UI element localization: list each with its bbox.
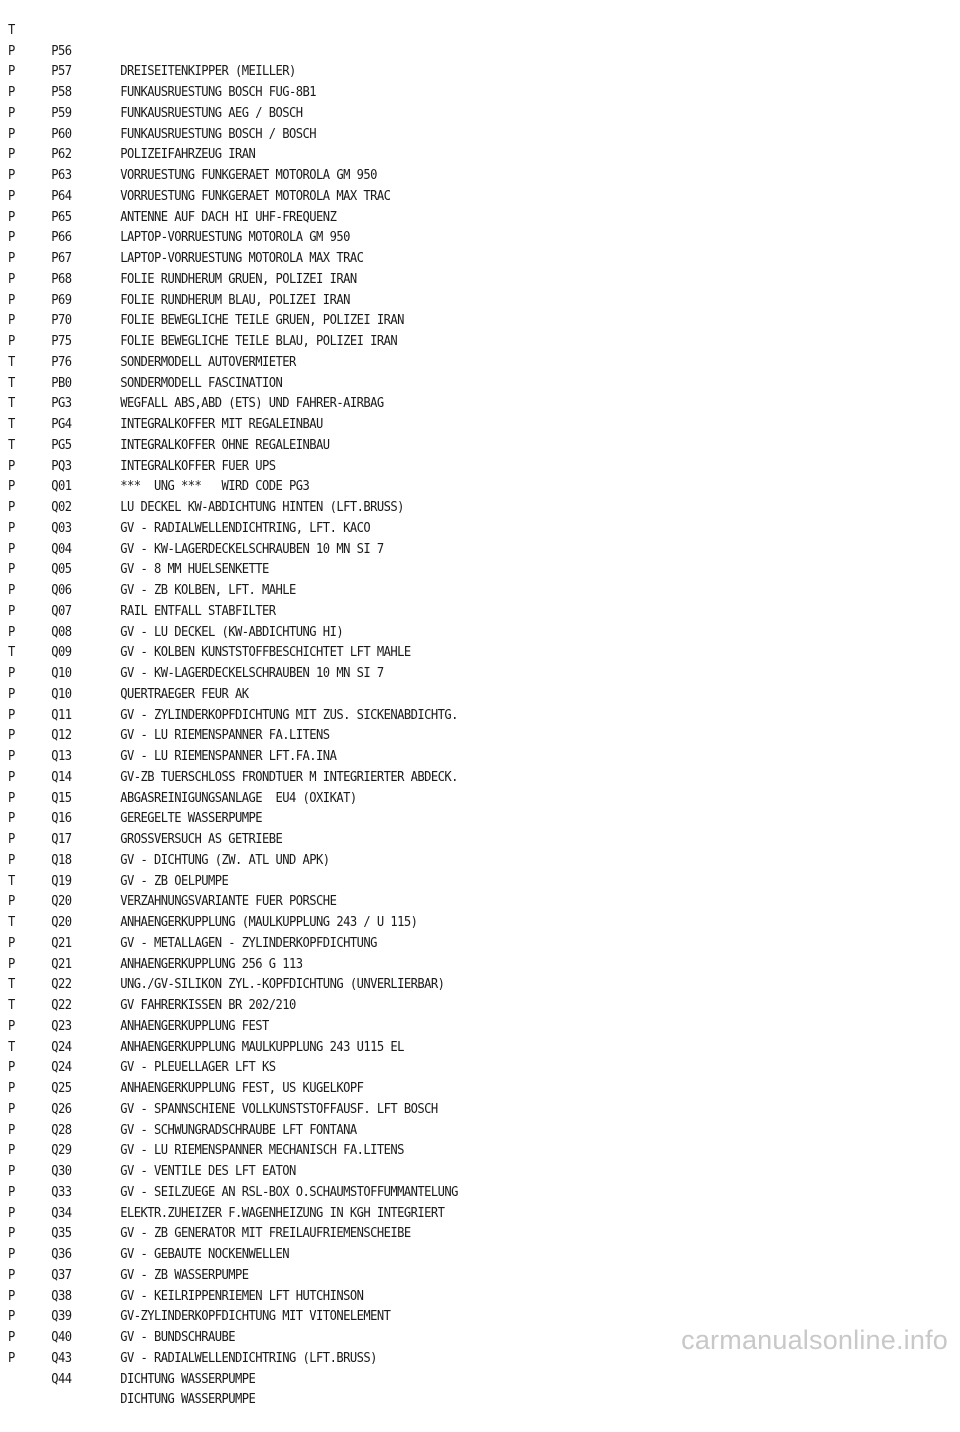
- row-type: P: [8, 624, 15, 640]
- row-description: WEGFALL ABS,ABD (ETS) UND FAHRER-AIRBAG: [120, 396, 384, 412]
- row-type: P: [8, 85, 15, 100]
- row-description: GROSSVERSUCH AS GETRIEBE: [120, 832, 283, 847]
- row-type: P: [8, 334, 15, 349]
- row-type: P: [8, 126, 15, 142]
- row-code: Q25: [51, 1081, 72, 1096]
- row-description: ABGASREINIGUNGSANLAGE EU4 (OXIKAT): [120, 790, 357, 806]
- row-type: P: [8, 707, 15, 723]
- row-type: P: [8, 666, 15, 681]
- row-code: Q34: [51, 1205, 72, 1221]
- row-type: T: [8, 437, 15, 453]
- row-code: Q38: [51, 1288, 72, 1304]
- row-description: ANHAENGERKUPPLUNG FEST, US KUGELKOPF: [120, 1081, 364, 1096]
- row-type: P: [8, 1350, 15, 1366]
- row-type: P: [8, 209, 15, 225]
- row-code: Q21: [51, 956, 72, 972]
- row-code: Q05: [51, 562, 72, 578]
- row-code: Q20: [51, 894, 72, 910]
- row-type: P: [8, 1101, 15, 1117]
- row-code: Q19: [51, 873, 72, 889]
- row-type: P: [8, 1081, 15, 1096]
- row-code: Q06: [51, 583, 72, 598]
- row-type: P: [8, 43, 15, 59]
- row-type: P: [8, 230, 15, 246]
- row-code: P57: [51, 64, 72, 80]
- row-code: Q33: [51, 1184, 72, 1200]
- row-type: P: [8, 1309, 15, 1325]
- row-description: UNG./GV-SILIKON ZYL.-KOPFDICHTUNG (UNVERLIERBAR): [120, 977, 445, 993]
- row-type: P: [8, 603, 15, 619]
- row-type: T: [8, 417, 15, 432]
- row-type: P: [8, 1164, 15, 1179]
- row-description: GV - VENTILE DES LFT EATON: [120, 1164, 296, 1179]
- row-description: GV - ZB KOLBEN, LFT. MAHLE: [120, 583, 296, 598]
- row-type: P: [8, 1184, 15, 1200]
- row-description: FOLIE RUNDHERUM BLAU, POLIZEI IRAN: [120, 292, 350, 308]
- row-type: P: [8, 292, 15, 308]
- row-description: SONDERMODELL AUTOVERMIETER: [120, 354, 296, 370]
- row-type: P: [8, 1247, 15, 1262]
- row-type: P: [8, 790, 15, 806]
- row-code: Q28: [51, 1122, 72, 1138]
- row-code: P62: [51, 147, 72, 163]
- row-description: VORRUESTUNG FUNKGERAET MOTOROLA MAX TRAC: [120, 188, 391, 204]
- row-code: P65: [51, 209, 72, 225]
- row-description: FUNKAUSRUESTUNG BOSCH / BOSCH: [120, 126, 317, 142]
- row-code: Q18: [51, 852, 72, 868]
- row-description: GV - RADIALWELLENDICHTRING, LFT. KACO: [120, 520, 371, 536]
- row-type: P: [8, 935, 15, 951]
- row-description: INTEGRALKOFFER OHNE REGALEINBAU: [120, 437, 330, 453]
- row-type: P: [8, 769, 15, 785]
- row-type: P: [8, 1143, 15, 1159]
- row-description: LAPTOP-VORRUESTUNG MOTOROLA GM 950: [120, 230, 350, 246]
- row-code: Q07: [51, 603, 72, 619]
- row-code: Q37: [51, 1267, 72, 1283]
- row-code: P69: [51, 292, 72, 308]
- row-description: GV - ZB WASSERPUMPE: [120, 1267, 249, 1283]
- row-description: VERZAHNUNGSVARIANTE FUER PORSCHE: [120, 894, 337, 910]
- row-description: GV - ZB OELPUMPE: [120, 873, 229, 889]
- row-code: Q08: [51, 624, 72, 640]
- row-type: P: [8, 852, 15, 868]
- row-description: FOLIE BEWEGLICHE TEILE GRUEN, POLIZEI IRAN: [120, 313, 404, 329]
- row-type: P: [8, 251, 15, 266]
- row-type: P: [8, 520, 15, 536]
- row-description: GV - METALLAGEN - ZYLINDERKOPFDICHTUNG: [120, 935, 377, 951]
- row-description: ELEKTR.ZUHEIZER F.WAGENHEIZUNG IN KGH INTEGRIERT: [120, 1205, 445, 1221]
- row-description: GV - KW-LAGERDECKELSCHRAUBEN 10 MN SI 7: [120, 541, 384, 557]
- row-code: P60: [51, 126, 72, 142]
- row-code: Q02: [51, 500, 72, 515]
- row-description: RAIL ENTFALL STABFILTER: [120, 603, 276, 619]
- row-type: T: [8, 22, 15, 38]
- row-type: P: [8, 811, 15, 827]
- row-code: Q04: [51, 541, 72, 557]
- row-code: Q16: [51, 811, 72, 827]
- row-description: INTEGRALKOFFER FUER UPS: [120, 458, 276, 474]
- row-description: GV - KEILRIPPENRIEMEN LFT HUTCHINSON: [120, 1288, 364, 1304]
- row-description: FUNKAUSRUESTUNG AEG / BOSCH: [120, 105, 303, 121]
- row-type: P: [8, 313, 15, 329]
- row-type: T: [8, 396, 15, 412]
- row-type: T: [8, 977, 15, 993]
- row-description: GV - LU RIEMENSPANNER LFT.FA.INA: [120, 749, 337, 764]
- row-code: PB0: [51, 375, 72, 391]
- row-description: GV - PLEUELLAGER LFT KS: [120, 1060, 276, 1076]
- row-type: T: [8, 873, 15, 889]
- row-type: P: [8, 1267, 15, 1283]
- row-code: P70: [51, 313, 72, 329]
- row-description: GV - RADIALWELLENDICHTRING (LFT.BRUSS): [120, 1350, 377, 1366]
- row-code: P75: [51, 334, 72, 349]
- row-code: Q39: [51, 1309, 72, 1325]
- row-code: Q03: [51, 520, 72, 536]
- row-description: GV FAHRERKISSEN BR 202/210: [120, 998, 296, 1013]
- row-type: T: [8, 354, 15, 370]
- row-code: P56: [51, 43, 72, 59]
- row-code: Q43: [51, 1350, 72, 1366]
- row-description: GV-ZB TUERSCHLOSS FRONDTUER M INTEGRIERTER ABDECK.: [120, 769, 458, 785]
- row-code: P63: [51, 168, 72, 183]
- row-description: QUERTRAEGER FEUR AK: [120, 686, 249, 702]
- row-type: P: [8, 168, 15, 183]
- row-code: Q09: [51, 645, 72, 661]
- row-description: GV - 8 MM HUELSENKETTE: [120, 562, 269, 578]
- row-type: T: [8, 1039, 15, 1055]
- row-description: DICHTUNG WASSERPUMPE: [120, 1392, 256, 1408]
- row-code: Q26: [51, 1101, 72, 1117]
- row-type: P: [8, 147, 15, 163]
- watermark-text: carmanualsonline.info: [681, 1325, 948, 1355]
- row-type: P: [8, 105, 15, 121]
- row-code: Q01: [51, 479, 72, 495]
- row-description: ANTENNE AUF DACH HI UHF-FREQUENZ: [120, 209, 337, 225]
- row-type: P: [8, 1205, 15, 1221]
- row-description: ANHAENGERKUPPLUNG FEST: [120, 1018, 269, 1034]
- row-description: VORRUESTUNG FUNKGERAET MOTOROLA GM 950: [120, 168, 377, 183]
- row-type: P: [8, 1018, 15, 1034]
- row-code: Q35: [51, 1226, 72, 1242]
- row-code: P67: [51, 251, 72, 266]
- row-description: *** UNG *** WIRD CODE PG3: [120, 479, 310, 495]
- row-type: P: [8, 728, 15, 744]
- row-code: P59: [51, 105, 72, 121]
- row-type: P: [8, 562, 15, 578]
- row-description: GV - SPANNSCHIENE VOLLKUNSTSTOFFAUSF. LFT BOSCH: [120, 1101, 438, 1117]
- row-description: FUNKAUSRUESTUNG BOSCH FUG-8B1: [120, 85, 317, 100]
- row-description: FOLIE BEWEGLICHE TEILE BLAU, POLIZEI IRAN: [120, 334, 398, 349]
- row-description: GV - LU RIEMENSPANNER MECHANISCH FA.LITENS: [120, 1143, 404, 1159]
- row-description: GV - ZYLINDERKOPFDICHTUNG MIT ZUS. SICKENABDICHTG.: [120, 707, 458, 723]
- row-code: Q11: [51, 707, 72, 723]
- row-code: PG3: [51, 396, 72, 412]
- row-code: P68: [51, 271, 72, 287]
- row-type: T: [8, 645, 15, 661]
- row-description: POLIZEIFAHRZEUG IRAN: [120, 147, 256, 163]
- row-type: P: [8, 894, 15, 910]
- row-description: GEREGELTE WASSERPUMPE: [120, 811, 263, 827]
- row-description: GV - LU RIEMENSPANNER FA.LITENS: [120, 728, 330, 744]
- row-description: GV-ZYLINDERKOPFDICHTUNG MIT VITONELEMENT: [120, 1309, 391, 1325]
- row-code: Q36: [51, 1247, 72, 1262]
- row-type: P: [8, 458, 15, 474]
- row-description: GV - KOLBEN KUNSTSTOFFBESCHICHTET LFT MAHLE: [120, 645, 411, 661]
- row-description: DICHTUNG WASSERPUMPE: [120, 1371, 256, 1387]
- row-type: P: [8, 479, 15, 495]
- row-code: Q29: [51, 1143, 72, 1159]
- row-type: P: [8, 1060, 15, 1076]
- row-type: P: [8, 1226, 15, 1242]
- row-description: GV - LU DECKEL (KW-ABDICHTUNG HI): [120, 624, 344, 640]
- row-type: P: [8, 1122, 15, 1138]
- row-code: Q23: [51, 1018, 72, 1034]
- row-type: P: [8, 583, 15, 598]
- row-code: Q14: [51, 769, 72, 785]
- row-description: GV - BUNDSCHRAUBE: [120, 1330, 236, 1345]
- row-type: P: [8, 956, 15, 972]
- row-code: Q20: [51, 915, 72, 930]
- row-code: P66: [51, 230, 72, 246]
- row-code: PQ3: [51, 458, 72, 474]
- row-type: T: [8, 375, 15, 391]
- row-description: LAPTOP-VORRUESTUNG MOTOROLA MAX TRAC: [120, 251, 364, 266]
- row-type: T: [8, 998, 15, 1013]
- row-type: T: [8, 915, 15, 930]
- row-description: GV - DICHTUNG (ZW. ATL UND APK): [120, 852, 330, 868]
- row-type: P: [8, 1288, 15, 1304]
- row-code: Q22: [51, 977, 72, 993]
- row-description: INTEGRALKOFFER MIT REGALEINBAU: [120, 417, 323, 432]
- row-description: ANHAENGERKUPPLUNG (MAULKUPPLUNG 243 / U 115): [120, 915, 418, 930]
- row-code: P64: [51, 188, 72, 204]
- row-description: DREISEITENKIPPER (MEILLER): [120, 64, 296, 80]
- row-type: P: [8, 541, 15, 557]
- row-description: GV - SCHWUNGRADSCHRAUBE LFT FONTANA: [120, 1122, 357, 1138]
- row-code: Q10: [51, 686, 72, 702]
- row-code: Q44: [51, 1371, 72, 1387]
- row-description: ANHAENGERKUPPLUNG 256 G 113: [120, 956, 303, 972]
- row-type: P: [8, 749, 15, 764]
- row-type: P: [8, 64, 15, 80]
- row-code: Q15: [51, 790, 72, 806]
- row-description: GV - KW-LAGERDECKELSCHRAUBEN 10 MN SI 7: [120, 666, 384, 681]
- row-code: Q22: [51, 998, 72, 1013]
- row-description: GV - ZB GENERATOR MIT FREILAUFRIEMENSCHEIBE: [120, 1226, 411, 1242]
- row-description: LU DECKEL KW-ABDICHTUNG HINTEN (LFT.BRUSS): [120, 500, 404, 515]
- row-type: P: [8, 686, 15, 702]
- row-description: FOLIE RUNDHERUM GRUEN, POLIZEI IRAN: [120, 271, 357, 287]
- row-code: P76: [51, 354, 72, 370]
- row-type: P: [8, 271, 15, 287]
- row-code: Q10: [51, 666, 72, 681]
- row-code: Q40: [51, 1330, 72, 1345]
- row-code: PG5: [51, 437, 72, 453]
- row-type: P: [8, 832, 15, 847]
- row-description: GV - GEBAUTE NOCKENWELLEN: [120, 1247, 290, 1262]
- row-code: Q13: [51, 749, 72, 764]
- row-code: Q12: [51, 728, 72, 744]
- row-code: PG4: [51, 417, 72, 432]
- row-description: GV - SEILZUEGE AN RSL-BOX O.SCHAUMSTOFFUMMANTELUNG: [120, 1184, 458, 1200]
- row-type: P: [8, 188, 15, 204]
- code-listing: [8, 0, 948, 1408]
- row-code: Q21: [51, 935, 72, 951]
- row-code: Q24: [51, 1060, 72, 1076]
- row-code: P58: [51, 85, 72, 100]
- row-type: P: [8, 500, 15, 515]
- row-code: Q30: [51, 1164, 72, 1179]
- row-code: Q24: [51, 1039, 72, 1055]
- row-code: Q17: [51, 832, 72, 847]
- row-description: SONDERMODELL FASCINATION: [120, 375, 283, 391]
- row-type: P: [8, 1330, 15, 1345]
- row-description: ANHAENGERKUPPLUNG MAULKUPPLUNG 243 U115 EL: [120, 1039, 404, 1055]
